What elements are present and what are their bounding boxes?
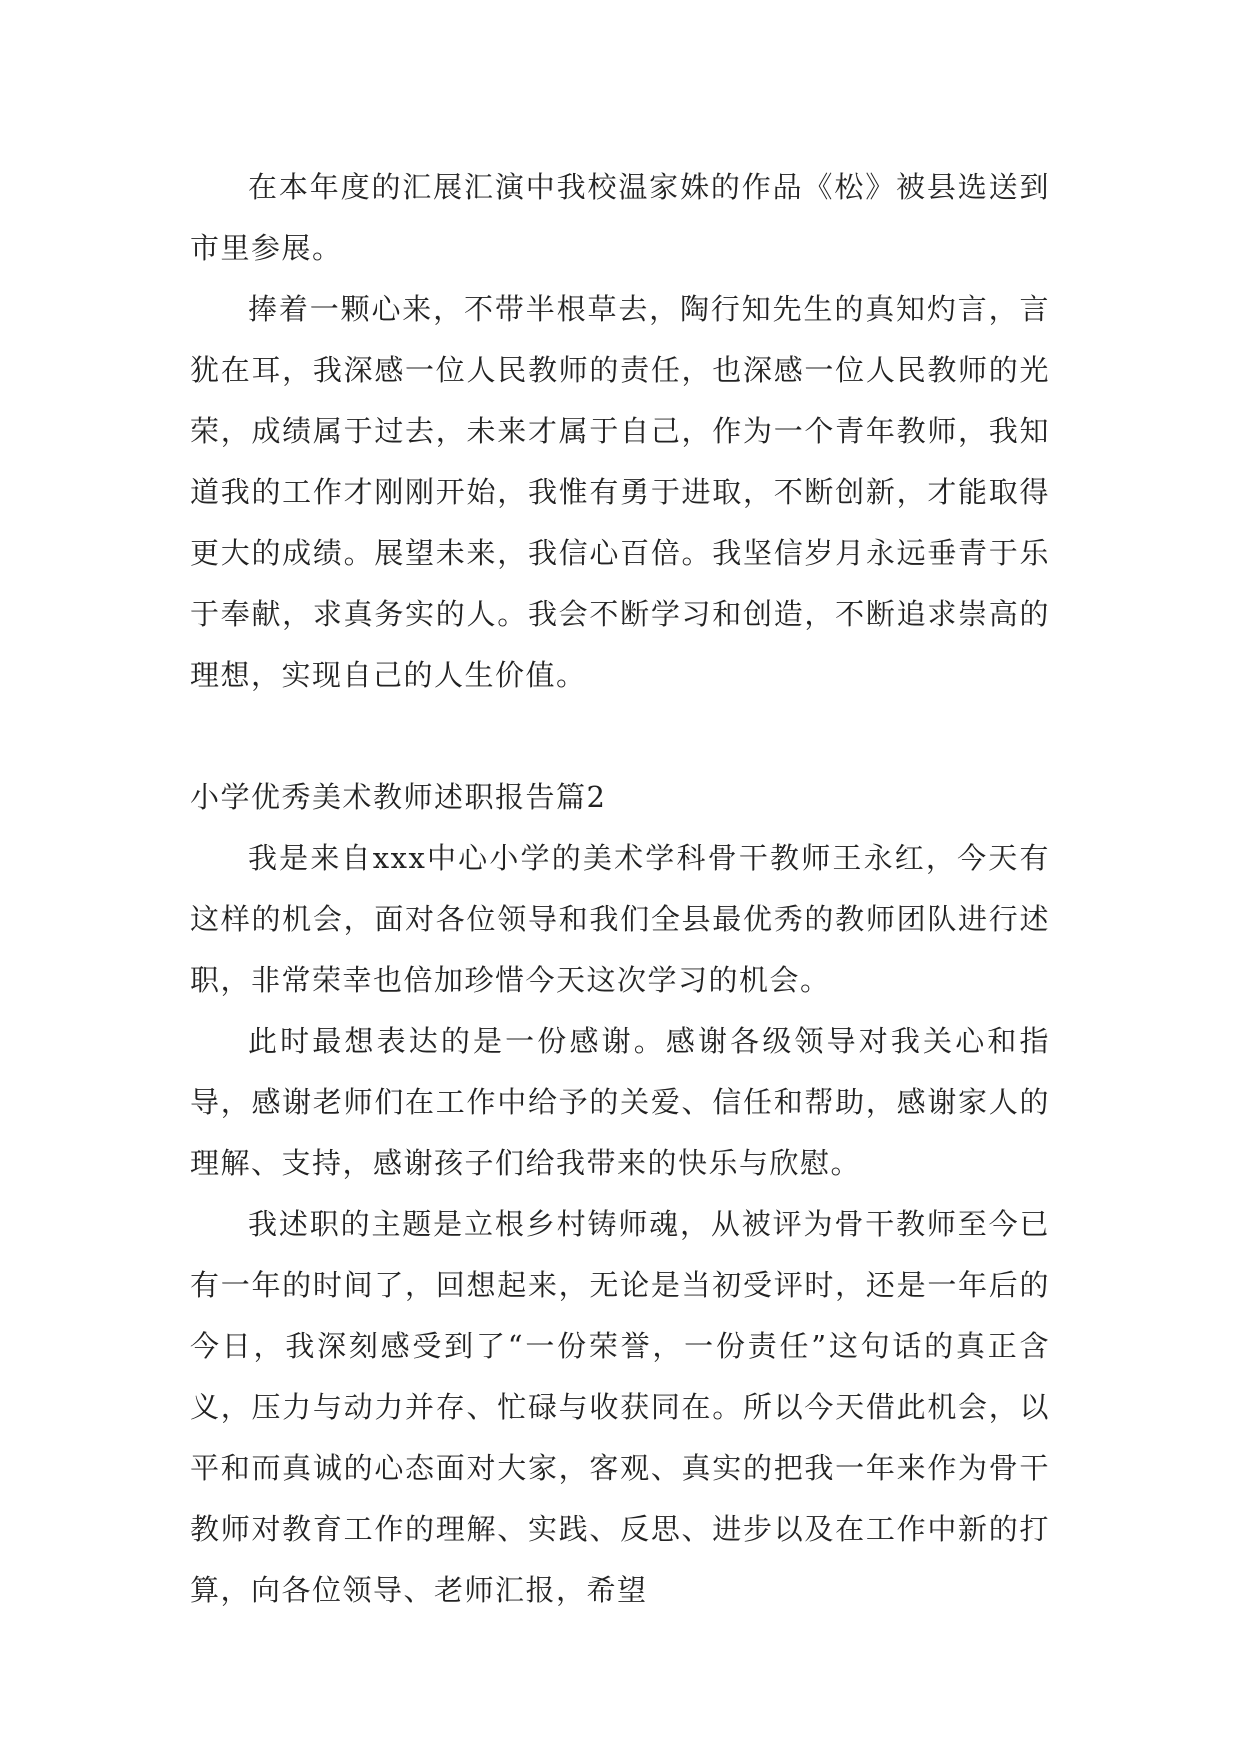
paragraph-exhibition: 在本年度的汇展汇演中我校温家姝的作品《松》被县选送到市里参展。 <box>190 170 1050 265</box>
paragraph-theme: 我述职的主题是立根乡村铸师魂，从被评为骨干教师至今已有一年的时间了，回想起来，无论是当初受评时，还是一年后的今日，我深刻感受到了“一份荣誉，一份责任”这句话的真正含义，压力与动力并存、忙碌与收获同在。所以今天借此机会，以平和而真诚的心态面对大家，客观、真实的把我一年来作为骨干教师对教育工作的理解、实践、反思、进步以及在工作中新的打算，向各位领导、老师汇报，希望 <box>190 1207 1050 1607</box>
paragraph-introduction: 我是来自xxx中心小学的美术学科骨干教师王永红，今天有这样的机会，面对各位领导和我们全县最优秀的教师团队进行述职，非常荣幸也倍加珍惜今天这次学习的机会。 <box>190 841 1050 997</box>
paragraph-reflection: 捧着一颗心来，不带半根草去，陶行知先生的真知灼言，言犹在耳，我深感一位人民教师的责任，也深感一位人民教师的光荣，成绩属于过去，未来才属于自己，作为一个青年教师，我知道我的工作才刚刚开始，我惟有勇于进取，不断创新，才能取得更大的成绩。展望未来，我信心百倍。我坚信岁月永远垂青于乐于奉献，求真务实的人。我会不断学习和创造，不断追求崇高的理想，实现自己的人生价值。 <box>190 292 1050 692</box>
paragraph-gratitude: 此时最想表达的是一份感谢。感谢各级领导对我关心和指导，感谢老师们在工作中给予的关爱、信任和帮助，感谢家人的理解、支持，感谢孩子们给我带来的快乐与欣慰。 <box>190 1024 1050 1180</box>
document-body <box>190 157 1050 1621</box>
section-title: 小学优秀美术教师述职报告篇2 <box>190 780 607 814</box>
